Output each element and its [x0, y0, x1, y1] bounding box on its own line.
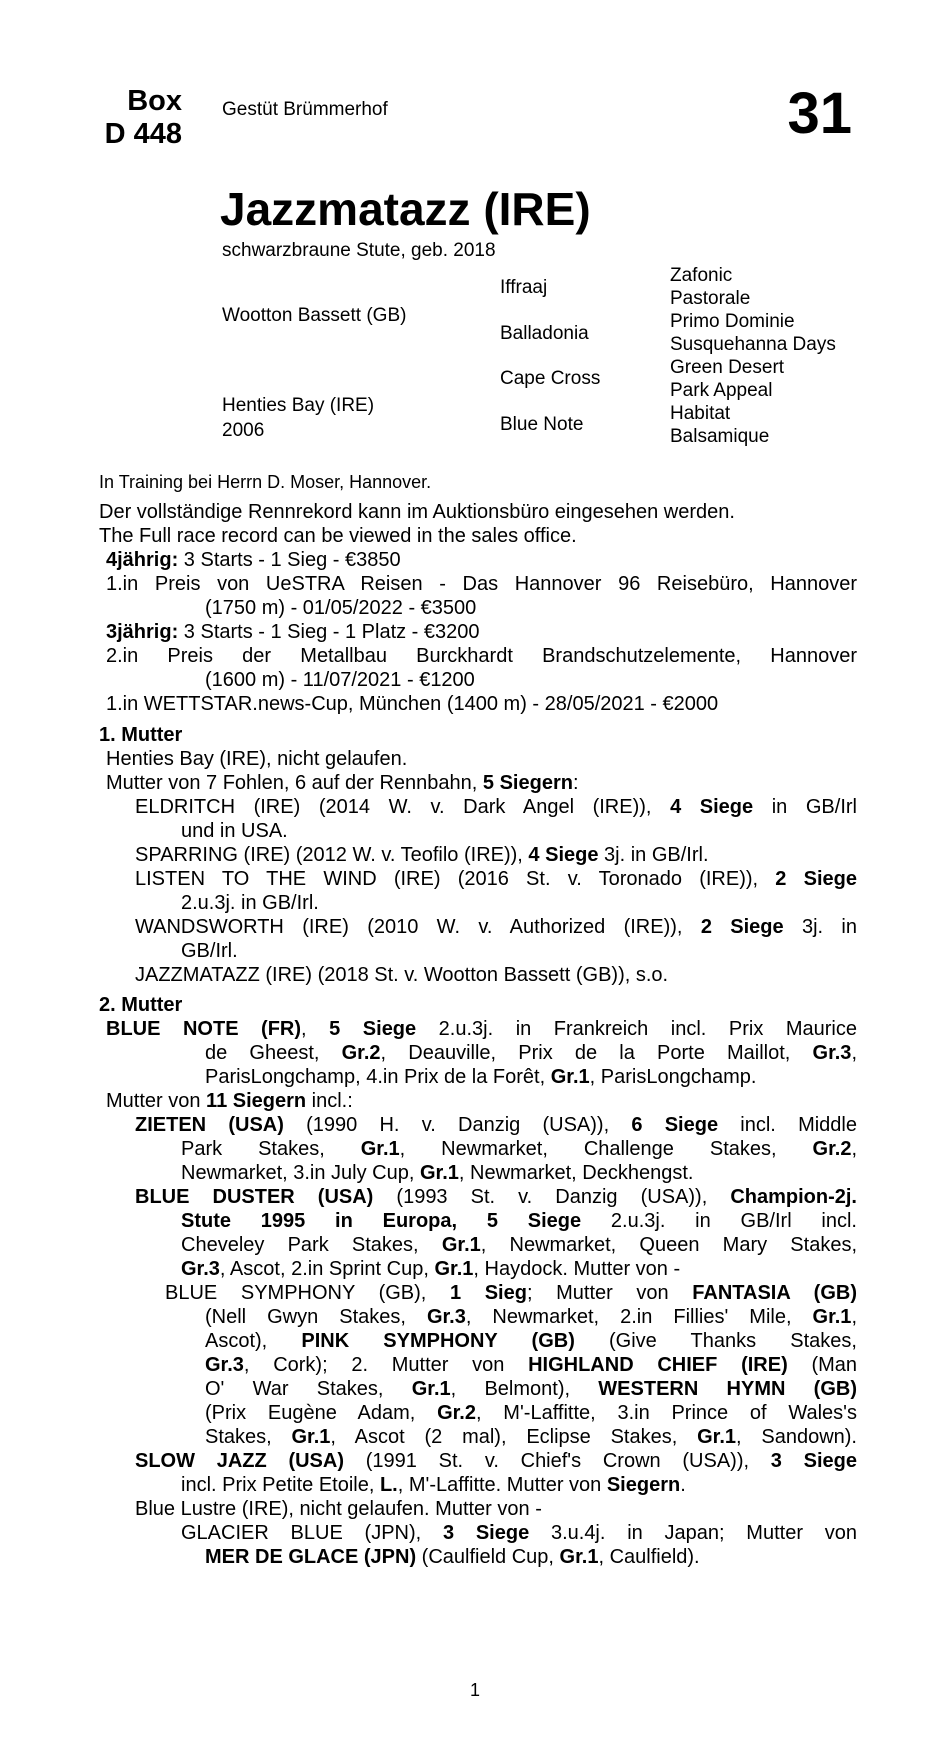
record-age3-race-detail: (1600 m) - 11/07/2021 - €1200	[205, 669, 475, 691]
pedigree-grandsire: Iffraaj	[500, 277, 548, 298]
pedigree-ggs: Susquehanna Days	[670, 334, 836, 355]
pedigree-ggs: Park Appeal	[670, 380, 773, 401]
offspring-entry-cont: 2.u.3j. in GB/Irl.	[181, 892, 319, 914]
pedigree-dam-year: 2006	[222, 420, 265, 441]
grand-offspring-cont: O' War Stakes, Gr.1, Belmont), WESTERN HYMN (GB)	[205, 1378, 857, 1400]
offspring-entry-cont: incl. Prix Petite Etoile, L., M'-Laffitte. Mutter von Siegern.	[181, 1474, 686, 1496]
pedigree-dam: Henties Bay (IRE)	[222, 395, 375, 416]
record-age4: 4jährig: 3 Starts - 1 Sieg - €3850	[106, 549, 401, 571]
grand-offspring-cont: (Prix Eugène Adam, Gr.2, M'-Laffitte, 3.in Prince of Wales's	[205, 1402, 857, 1424]
pedigree-grandsire: Balladonia	[500, 323, 589, 344]
grand-offspring-cont: MER DE GLACE (JPN) (Caulfield Cup, Gr.1, Caulfield).	[205, 1546, 700, 1568]
record-age4-race-detail: (1750 m) - 01/05/2022 - €3500	[205, 597, 477, 619]
dam1-line: Mutter von 7 Fohlen, 6 auf der Rennbahn, 5 Siegern:	[106, 772, 579, 794]
record-age3-race: 2.in Preis der Metallbau Burckhardt Brandschutzelemente, Hannover	[106, 645, 857, 667]
offspring-entry-cont: GB/Irl.	[181, 940, 238, 962]
box-label: Box	[127, 85, 182, 117]
pedigree-ggs: Primo Dominie	[670, 311, 795, 332]
record-note-de: Der vollständige Rennrekord kann im Auktionsbüro eingesehen werden.	[99, 501, 735, 523]
offspring-entry: JAZZMATAZZ (IRE) (2018 St. v. Wootton Bassett (GB)), s.o.	[135, 964, 669, 986]
offspring-entry: SLOW JAZZ (USA) (1991 St. v. Chief's Crown (USA)), 3 Siege	[135, 1450, 857, 1472]
pedigree-ggs: Pastorale	[670, 288, 751, 309]
offspring-entry-cont: Stute 1995 in Europa, 5 Siege 2.u.3j. in GB/Irl incl.	[181, 1210, 857, 1232]
training-note: In Training bei Herrn D. Moser, Hannover.	[99, 472, 432, 492]
pedigree-ggs: Green Desert	[670, 357, 785, 378]
offspring-entry: WANDSWORTH (IRE) (2010 W. v. Authorized (IRE)), 2 Siege 3j. in	[135, 916, 857, 938]
record-note-en: The Full race record can be viewed in the sales office.	[99, 525, 577, 547]
pedigree-grandsire: Blue Note	[500, 414, 584, 435]
pedigree-sire: Wootton Bassett (GB)	[222, 305, 407, 326]
grand-offspring-cont: Gr.3, Cork); 2. Mutter von HIGHLAND CHIEF (IRE) (Man	[205, 1354, 858, 1376]
lot-number: 31	[787, 81, 852, 146]
grand-offspring-cont: Ascot), PINK SYMPHONY (GB) (Give Thanks Stakes,	[205, 1330, 857, 1352]
dam2-line: ParisLongchamp, 4.in Prix de la Forêt, Gr.1, ParisLongchamp.	[205, 1066, 757, 1088]
record-age3-race2: 1.in WETTSTAR.news-Cup, München (1400 m) - 28/05/2021 - €2000	[106, 693, 719, 715]
horse-description: schwarzbraune Stute, geb. 2018	[222, 240, 496, 261]
offspring-entry-cont: und in USA.	[181, 820, 288, 842]
box-number: D 448	[104, 118, 182, 150]
dam2-line: BLUE NOTE (FR), 5 Siege 2.u.3j. in Frankreich incl. Prix Maurice	[106, 1018, 857, 1040]
grand-offspring-cont: Stakes, Gr.1, Ascot (2 mal), Eclipse Stakes, Gr.1, Sandown).	[205, 1426, 857, 1448]
offspring-entry: ZIETEN (USA) (1990 H. v. Danzig (USA)), 6 Siege incl. Middle	[135, 1114, 857, 1136]
pedigree-ggs: Zafonic	[670, 265, 733, 286]
pedigree-ggs: Habitat	[670, 403, 731, 424]
dam2-heading: 2. Mutter	[99, 994, 183, 1016]
race-record	[99, 500, 857, 716]
offspring-entry: BLUE DUSTER (USA) (1993 St. v. Danzig (USA)), Champion-2j.	[135, 1186, 857, 1208]
consignor: Gestüt Brümmerhof	[222, 99, 388, 120]
age4-label: 4jährig:	[106, 549, 179, 571]
record-age4-race: 1.in Preis von UeSTRA Reisen - Das Hannover 96 Reisebüro, Hannover	[106, 573, 857, 595]
offspring-entry-cont: Park Stakes, Gr.1, Newmarket, Challenge Stakes, Gr.2,	[181, 1138, 858, 1160]
offspring-entry: Blue Lustre (IRE), nicht gelaufen. Mutter von -	[135, 1498, 542, 1520]
offspring-entry-cont: Newmarket, 3.in July Cup, Gr.1, Newmarket, Deckhengst.	[181, 1162, 694, 1184]
offspring-entry: SPARRING (IRE) (2012 W. v. Teofilo (IRE)), 4 Siege 3j. in GB/Irl.	[135, 844, 709, 866]
pedigree-grandsire: Cape Cross	[500, 368, 601, 389]
grand-offspring-entry: GLACIER BLUE (JPN), 3 Siege 3.u.4j. in Japan; Mutter von	[181, 1522, 857, 1544]
horse-name: Jazzmatazz (IRE)	[220, 183, 591, 235]
age3-label: 3jährig:	[106, 621, 179, 643]
offspring-entry-cont: Cheveley Park Stakes, Gr.1, Newmarket, Queen Mary Stakes,	[181, 1234, 858, 1256]
dam2-section	[99, 993, 857, 1569]
record-age3: 3jährig: 3 Starts - 1 Sieg - 1 Platz - €3200	[106, 621, 480, 643]
dam1-line: Henties Bay (IRE), nicht gelaufen.	[106, 748, 408, 770]
offspring-entry-cont: Gr.3, Ascot, 2.in Sprint Cup, Gr.1, Haydock. Mutter von -	[181, 1258, 681, 1280]
offspring-entry: ELDRITCH (IRE) (2014 W. v. Dark Angel (IRE)), 4 Siege in GB/Irl	[135, 796, 857, 818]
dam2-line: de Gheest, Gr.2, Deauville, Prix de la Porte Maillot, Gr.3,	[205, 1042, 857, 1064]
page-number: 1	[469, 1680, 480, 1700]
dam1-heading: 1. Mutter	[99, 724, 183, 746]
grand-offspring-entry: BLUE SYMPHONY (GB), 1 Sieg; Mutter von FANTASIA (GB)	[165, 1282, 857, 1304]
pedigree-ggs: Balsamique	[670, 426, 770, 447]
grand-offspring-cont: (Nell Gwyn Stakes, Gr.3, Newmarket, 2.in Fillies' Mile, Gr.1,	[205, 1306, 857, 1328]
offspring-entry: LISTEN TO THE WIND (IRE) (2016 St. v. Toronado (IRE)), 2 Siege	[135, 868, 857, 890]
dam2-line: Mutter von 11 Siegern incl.:	[106, 1090, 353, 1112]
dam1-section	[99, 723, 857, 987]
